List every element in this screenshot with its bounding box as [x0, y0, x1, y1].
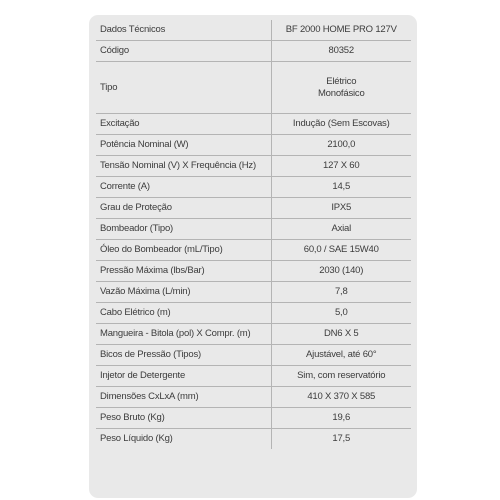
spec-row [96, 429, 411, 450]
spec-value [271, 387, 411, 408]
spec-row [96, 198, 411, 219]
spec-label: Grau de Proteção [96, 198, 271, 219]
spec-value-line: Ajustável, até 60° [306, 349, 377, 360]
spec-value-line: 14,5 [332, 181, 351, 192]
spec-value [271, 41, 411, 62]
spec-value-line: BF 2000 HOME PRO 127V [285, 24, 397, 35]
spec-value-line: Sim, com reservatório [297, 370, 386, 381]
spec-row [96, 303, 411, 324]
spec-label: Peso Bruto (Kg) [96, 408, 271, 429]
spec-value [271, 282, 411, 303]
spec-label: Corrente (A) [96, 177, 271, 198]
spec-row [96, 366, 411, 387]
spec-label: Tensão Nominal (V) X Frequência (Hz) [96, 156, 271, 177]
spec-row [96, 135, 411, 156]
spec-row [96, 20, 411, 41]
spec-row [96, 240, 411, 261]
spec-row [96, 324, 411, 345]
spec-value-line: 5,0 [334, 307, 348, 318]
spec-row [96, 282, 411, 303]
spec-label: Óleo do Bombeador (mL/Tipo) [96, 240, 271, 261]
spec-value-line: Monofásico [317, 87, 365, 99]
spec-value [271, 219, 411, 240]
spec-value-line: 410 X 370 X 585 [307, 391, 376, 402]
spec-value [271, 429, 411, 450]
spec-value-line: 7,8 [334, 286, 348, 297]
spec-value [271, 366, 411, 387]
spec-label: Dimensões CxLxA (mm) [96, 387, 271, 408]
spec-row [96, 114, 411, 135]
spec-row [96, 261, 411, 282]
spec-value [271, 198, 411, 219]
spec-value [271, 20, 411, 41]
spec-label: Excitação [96, 114, 271, 135]
spec-row [96, 62, 411, 114]
spec-value [271, 261, 411, 282]
spec-label: Bicos de Pressão (Tipos) [96, 345, 271, 366]
spec-row [96, 156, 411, 177]
spec-value [271, 345, 411, 366]
spec-row [96, 41, 411, 62]
spec-value-line: 127 X 60 [323, 160, 360, 171]
spec-value [271, 156, 411, 177]
spec-value-line: 2030 (140) [319, 265, 364, 276]
spec-value-line: 60,0 / SAE 15W40 [303, 244, 379, 255]
spec-label: Potência Nominal (W) [96, 135, 271, 156]
spec-label: Bombeador (Tipo) [96, 219, 271, 240]
spec-value-line: 80352 [328, 45, 354, 56]
spec-row [96, 177, 411, 198]
spec-value-line: Indução (Sem Escovas) [292, 118, 390, 129]
spec-label: Código [96, 41, 271, 62]
spec-label: Injetor de Detergente [96, 366, 271, 387]
spec-value-line: 17,5 [332, 433, 351, 444]
spec-label: Peso Líquido (Kg) [96, 429, 271, 450]
spec-label: Mangueira - Bitola (pol) X Compr. (m) [96, 324, 271, 345]
spec-row [96, 408, 411, 429]
spec-label: Vazão Máxima (L/min) [96, 282, 271, 303]
spec-value [271, 240, 411, 261]
spec-value-line: 2100,0 [327, 139, 356, 150]
spec-row [96, 345, 411, 366]
spec-label: Pressão Máxima (lbs/Bar) [96, 261, 271, 282]
spec-value-line: DN6 X 5 [323, 328, 359, 339]
spec-value [271, 114, 411, 135]
spec-value-line: IPX5 [331, 202, 352, 213]
specs-table [96, 20, 411, 449]
spec-value [271, 135, 411, 156]
spec-value [271, 177, 411, 198]
spec-value [271, 62, 411, 114]
spec-value-line: 19,6 [332, 412, 351, 423]
spec-value [271, 303, 411, 324]
spec-label: Cabo Elétrico (m) [96, 303, 271, 324]
spec-value [271, 408, 411, 429]
spec-row [96, 387, 411, 408]
spec-value-line: Elétrico [326, 75, 357, 87]
spec-label: Tipo [96, 62, 271, 114]
spec-label: Dados Técnicos [96, 20, 271, 41]
spec-value [271, 324, 411, 345]
spec-sheet [89, 15, 417, 498]
spec-row [96, 219, 411, 240]
spec-value-line: Axial [331, 223, 352, 234]
